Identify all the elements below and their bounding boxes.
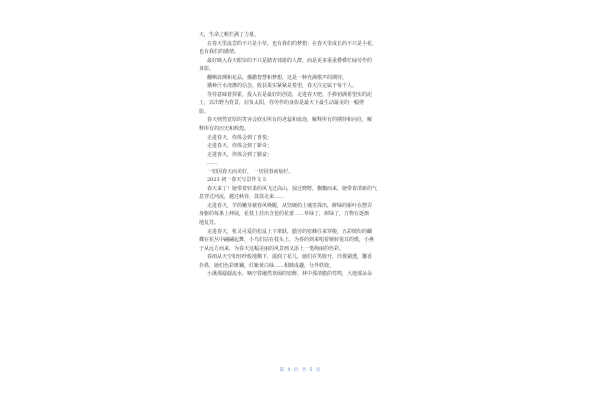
- text-line: 走进春天，你体会到了喜悦；: [207, 134, 273, 141]
- text-line: 一切因春天而美好， 一切因春而灿烂。: [207, 168, 294, 175]
- text-line: 最好映入春天眼帘的不只是踏青郊游的人群，而是更多重重叠叠忙碌劳作的: [207, 57, 373, 64]
- text-line: 走进春天，芊的嫩芽被春风唤醒，从坚硬的土壤里探出，鲜绿的新叶在摆弄: [207, 202, 373, 209]
- page-number-footer: 第 4 页 共 5 页: [279, 368, 321, 373]
- text-line: 在春天里流尝的不只是小草，也有我们的梦想；在春天里成长的不只是小花，: [207, 40, 378, 47]
- text-line: 翻晒谚测和花品，播撒智慧和梦想，这是一种充满歌声的期待。: [207, 74, 348, 81]
- text-line: 走进春天，你体会到了新奇；: [207, 143, 273, 150]
- document-body: [199, 31, 399, 279]
- text-line: 春雨从天空如轻纱般地飘下，滋润了花儿，她们在笑脸开，玲珑剔透，馨香: [207, 254, 373, 261]
- text-line: ……: [207, 160, 217, 167]
- text-line: 身影。: [199, 66, 215, 73]
- text-line: 走进春天，你体会到了勤奋；: [207, 151, 273, 158]
- text-line: 蝶在花丛中翩翩起舞，小鸟们站在枝头上，为春的到来唱着婉转悦耳的歌，小燕: [199, 237, 375, 244]
- text-line: 土，以出野为背景，肩负太阳，你劳作的身影是最天下最生动最美的一幅剪: [199, 100, 365, 107]
- text-line: 播种汗水浇灌的信念，收获果实紧紧是希望，春天注定属于每个人。: [207, 83, 358, 90]
- text-line: 子从远方而来，为春天这幅美丽的风景画又添上一笔绚丽的色彩。: [199, 245, 345, 252]
- text-line: 息穿过河流，越过峡谷，款款走来……: [199, 194, 285, 201]
- text-line: 等待意味着挥霍，投入在是最好的创造，走进春天吧，手捧初满希望实的泥: [207, 91, 373, 98]
- text-line: 小溪那潺潺流水，嘀空着融然欢闹的密醉，林中那清脆的莺鸣，大地那朵朵: [207, 271, 373, 278]
- text-line: 天，生命之帆栏满了力量。: [199, 32, 260, 38]
- text-line: 影。: [199, 108, 210, 115]
- text-line: 扑鼻，她们色彩斑斓，红紫黄白绿……相映成趣，分外妖娆。: [199, 262, 335, 269]
- text-line: 春天来了！她带着轻柔的风飞过高山，掠过晓野，飘飘而来，她带着清新的气: [207, 185, 378, 192]
- text-line: 走进春天，机灵可爱的松鼠上下窜跃，勤劳的密蜂往来穿梭，五彩缤纷的蝴: [207, 228, 373, 235]
- text-line: 也有我们的感情。: [199, 49, 240, 56]
- text-line: 身躯的每条上伸展，花枝上挂出含苞的花蕾……草绿了，树绿了，万物在逐渐: [199, 211, 370, 218]
- text-line: 释所有的历史和辉煌。: [199, 126, 250, 133]
- text-line: 地复苏。: [199, 220, 220, 227]
- text-line: 2023 初一春天写景作文 5: [207, 177, 267, 184]
- text-line: 春天则然宽厚的笑容会欣实所有的老蕊和血泡，解释所有的期待和向往，解: [207, 117, 373, 124]
